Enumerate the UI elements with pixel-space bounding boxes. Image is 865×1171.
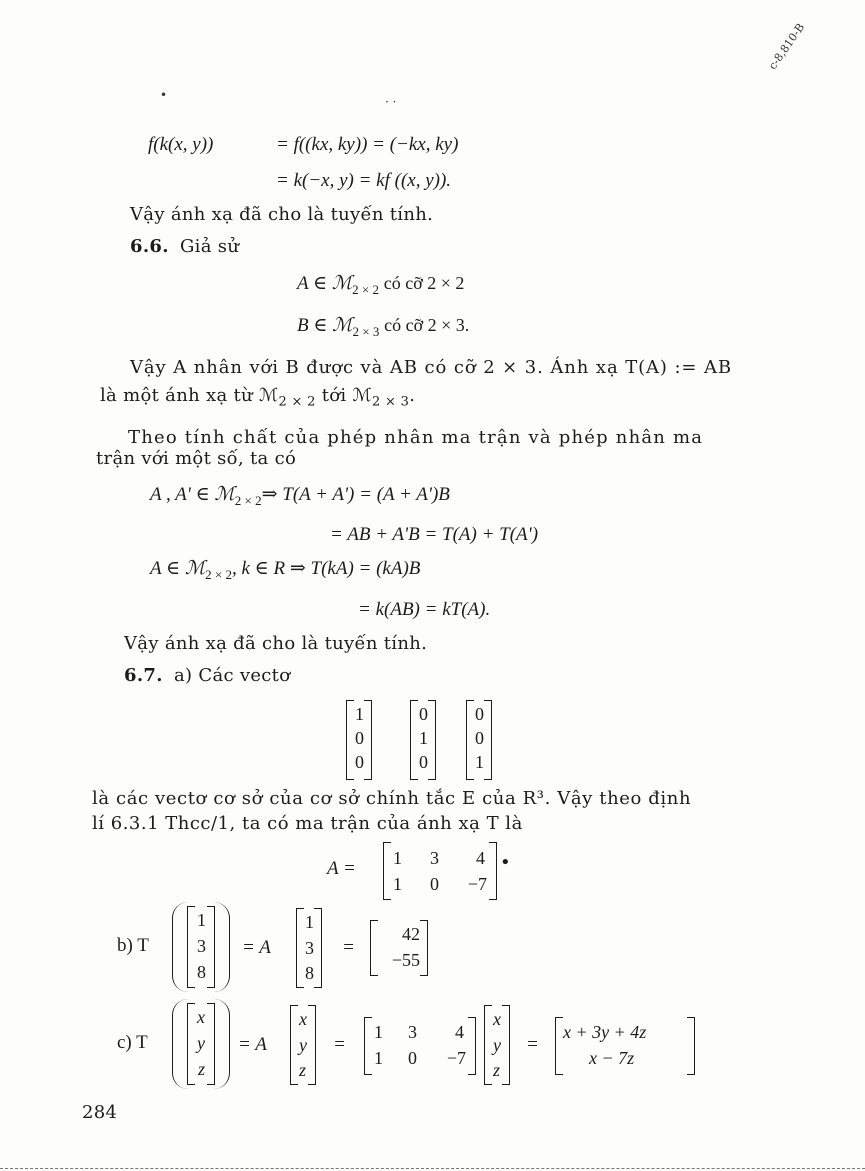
matrix-entry: 1 bbox=[374, 1048, 383, 1068]
part-c-equals-A: = A bbox=[238, 1034, 267, 1055]
vector-entry: y bbox=[493, 1035, 501, 1055]
exercise-number-6-6: 6.6. bbox=[130, 236, 169, 257]
vector-entry: z bbox=[493, 1060, 501, 1080]
linearity-line-1: A , A' ∈ ℳ$_{2 \times 2}$⇒ T(A + A') = (A + A')B bbox=[150, 484, 450, 508]
page-number: 284 bbox=[82, 1102, 118, 1123]
conclusion-text-1: Vậy ánh xạ đã cho là tuyến tính. bbox=[130, 204, 434, 225]
part-b-vector bbox=[296, 908, 322, 988]
part-c-argument bbox=[172, 1003, 230, 1085]
result-entry: −55 bbox=[391, 950, 420, 970]
part-c-matrix-A bbox=[364, 1017, 476, 1075]
exercise-6-6-intro: Giả sử bbox=[180, 236, 240, 257]
result-entry: x + 3y + 4z bbox=[563, 1022, 647, 1042]
vector-entry: 0 bbox=[355, 728, 364, 748]
conclusion-text-2: Vậy ánh xạ đã cho là tuyến tính. bbox=[124, 633, 428, 654]
part-c-label: c) T bbox=[117, 1032, 148, 1053]
basis-vector-e2 bbox=[410, 700, 436, 780]
assumption-B: B ∈ ℳ$_{2 \times 3}$ có cỡ 2 × 3. bbox=[297, 315, 470, 339]
part-b-label: b) T bbox=[117, 935, 149, 956]
part-c-equals-1: = bbox=[333, 1034, 346, 1055]
vector-entry: z bbox=[299, 1060, 307, 1080]
speck: · · bbox=[385, 95, 397, 109]
speck: • bbox=[160, 88, 168, 102]
vector-entry: 0 bbox=[475, 704, 484, 724]
basis-vector-e3 bbox=[466, 700, 492, 780]
bottom-rule bbox=[0, 1168, 865, 1169]
part-c-result bbox=[555, 1017, 695, 1075]
eq-line-1-lhs: f(k(x, y)) bbox=[148, 134, 214, 155]
paragraph-line-18: lí 6.3.1 Thcc/1, ta có ma trận của ánh xạ T là bbox=[92, 813, 523, 834]
vector-entry: 1 bbox=[355, 704, 364, 724]
matrix-entry: 4 bbox=[476, 848, 485, 868]
vector-entry: x bbox=[197, 1007, 205, 1027]
matrix-entry: −7 bbox=[446, 1048, 466, 1068]
paragraph-line-17: là các vectơ cơ sở của cơ sở chính tắc E của R³. Vậy theo định bbox=[92, 788, 692, 809]
linearity-line-3: A ∈ ℳ$_{2 \times 2}$, k ∈ R ⇒ T(kA) = (kA)B bbox=[150, 558, 421, 582]
paragraph-line-9: Theo tính chất của phép nhân ma trận và phép nhân ma bbox=[128, 427, 704, 448]
result-entry: x − 7z bbox=[589, 1048, 635, 1068]
result-entry: 42 bbox=[402, 924, 420, 944]
matrix-entry: −7 bbox=[467, 874, 487, 894]
eq-line-1-rhs: = f((kx, ky)) = (−kx, ky) bbox=[276, 134, 459, 155]
part-b-argument bbox=[172, 906, 230, 988]
matrix-entry: 3 bbox=[408, 1022, 417, 1042]
vector-entry: 1 bbox=[305, 912, 314, 932]
vector-entry: 8 bbox=[305, 963, 314, 983]
vector-entry: 0 bbox=[419, 752, 428, 772]
matrix-A-label: A = bbox=[327, 858, 356, 879]
vector-entry: 1 bbox=[197, 910, 206, 930]
part-b-result bbox=[370, 920, 428, 976]
paragraph-line-7: Vậy A nhân với B được và AB có cỡ 2 × 3. Ánh xạ T(A) := AB bbox=[130, 357, 733, 378]
part-b-equals-A: = A bbox=[242, 937, 271, 958]
vector-entry: 3 bbox=[305, 938, 314, 958]
matrix-entry: 0 bbox=[430, 874, 439, 894]
vector-entry: 0 bbox=[355, 752, 364, 772]
vector-entry: 1 bbox=[475, 752, 484, 772]
vector-entry: y bbox=[299, 1035, 307, 1055]
vector-entry: z bbox=[198, 1059, 206, 1079]
matrix-entry: 0 bbox=[408, 1048, 417, 1068]
vector-entry: 3 bbox=[197, 936, 206, 956]
paragraph-line-10: trận với một số, ta có bbox=[96, 448, 297, 469]
exercise-number-6-7: 6.7. bbox=[124, 665, 163, 686]
exercise-6-7-part-a: a) Các vectơ bbox=[174, 665, 291, 686]
matrix-A bbox=[383, 842, 497, 900]
dot: • bbox=[500, 852, 511, 873]
basis-vector-e1 bbox=[346, 700, 372, 780]
matrix-entry: 4 bbox=[455, 1022, 464, 1042]
part-c-vector bbox=[290, 1005, 316, 1085]
eq-line-2-rhs: = k(−x, y) = kf ((x, y)). bbox=[276, 170, 452, 191]
part-c-equals-2: = bbox=[526, 1034, 539, 1055]
vector-entry: x bbox=[493, 1009, 501, 1029]
vector-entry: 0 bbox=[475, 728, 484, 748]
linearity-line-2: = AB + A'B = T(A) + T(A') bbox=[330, 524, 539, 545]
vector-entry: 0 bbox=[419, 704, 428, 724]
part-c-vector-2 bbox=[484, 1005, 510, 1085]
part-c-argument-vector bbox=[187, 1003, 215, 1085]
linearity-line-4: = k(AB) = kT(A). bbox=[358, 599, 491, 620]
paragraph-line-8: là một ánh xạ từ ℳ$_{2 \times 2}$ tới ℳ$_{2 \times 3}$. bbox=[100, 385, 416, 410]
matrix-entry: 1 bbox=[374, 1022, 383, 1042]
vector-entry: 1 bbox=[419, 728, 428, 748]
vector-entry: x bbox=[299, 1009, 307, 1029]
vector-entry: 8 bbox=[197, 962, 206, 982]
corner-stamp: c-8,810-B bbox=[766, 20, 808, 73]
matrix-entry: 1 bbox=[393, 848, 402, 868]
matrix-entry: 3 bbox=[430, 848, 439, 868]
part-b-argument-vector bbox=[187, 906, 215, 988]
vector-entry: y bbox=[197, 1033, 205, 1053]
matrix-entry: 1 bbox=[393, 874, 402, 894]
assumption-A: A ∈ ℳ$_{2 \times 2}$ có cỡ 2 × 2 bbox=[297, 273, 465, 297]
part-b-equals: = bbox=[342, 937, 355, 958]
